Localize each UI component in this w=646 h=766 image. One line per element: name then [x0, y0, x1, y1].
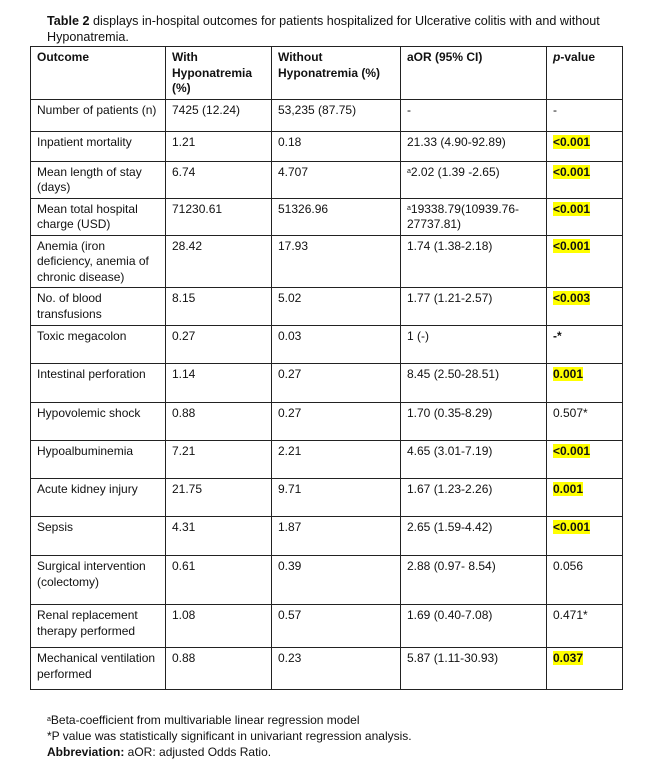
cell-without: 53,235 (87.75): [272, 99, 401, 131]
cell-with: 0.27: [166, 326, 272, 364]
cell-with: 1.14: [166, 364, 272, 403]
cell-outcome: Mechanical ventilation performed: [31, 648, 166, 690]
cell-outcome: Toxic megacolon: [31, 326, 166, 364]
cell-p-value: [547, 556, 623, 605]
cell-aor-value: 19338.79(10939.76-27737.81): [407, 201, 519, 231]
header-p-value: [547, 47, 623, 100]
header-with-hyponatremia: With Hyponatremia (%): [166, 47, 272, 100]
cell-aor: [401, 326, 547, 364]
cell-with: 6.74: [166, 161, 272, 198]
table-row: [31, 161, 623, 198]
cell-aor: [401, 288, 547, 326]
cell-aor: [401, 441, 547, 479]
header-p-italic: p: [553, 50, 561, 64]
cell-aor-value: 1.70 (0.35-8.29): [407, 406, 493, 420]
cell-aor: [401, 99, 547, 131]
cell-with: 21.75: [166, 479, 272, 517]
abbreviation-label: Abbreviation:: [47, 745, 125, 759]
cell-with: 8.15: [166, 288, 272, 326]
header-without-hyponatremia: Without Hyponatremia (%): [272, 47, 401, 100]
table-row: [31, 605, 623, 648]
table-caption: [47, 14, 607, 45]
cell-aor-value: 1.74 (1.38-2.18): [407, 238, 493, 253]
p-value-text: 0.471*: [553, 608, 588, 622]
cell-outcome: Acute kidney injury: [31, 479, 166, 517]
table-row: [31, 441, 623, 479]
cell-without: 0.03: [272, 326, 401, 364]
cell-without: 0.57: [272, 605, 401, 648]
cell-p-value: [547, 235, 623, 288]
p-value-text: 0.507*: [553, 406, 588, 420]
cell-aor-value: 8.45 (2.50-28.51): [407, 367, 500, 381]
cell-aor-value: 1.77 (1.21-2.57): [407, 291, 493, 305]
cell-outcome: No. of blood transfusions: [31, 288, 166, 326]
cell-aor-value: 1 (-): [407, 329, 429, 343]
cell-without: 0.27: [272, 364, 401, 403]
abbreviation-text: aOR: adjusted Odds Ratio.: [124, 745, 272, 759]
cell-without: 5.02: [272, 288, 401, 326]
cell-aor-sup: a: [407, 204, 411, 212]
cell-aor-value: 4.65 (3.01-7.19): [407, 444, 493, 458]
p-value-text: 0.001: [553, 367, 584, 381]
cell-with: 4.31: [166, 517, 272, 556]
cell-aor: [401, 235, 547, 288]
cell-outcome: Hypoalbuminemia: [31, 441, 166, 479]
cell-p-value: [547, 288, 623, 326]
table-row: [31, 648, 623, 690]
footnote-a: [47, 712, 607, 728]
cell-without: 17.93: [272, 235, 401, 288]
table-row: [31, 326, 623, 364]
cell-outcome: Renal replacement therapy performed: [31, 605, 166, 648]
cell-without: 0.27: [272, 403, 401, 441]
cell-without: 1.87: [272, 517, 401, 556]
cell-outcome: Anemia (iron deficiency, anemia of chronic disease): [31, 235, 166, 288]
cell-outcome: Inpatient mortality: [31, 131, 166, 161]
cell-outcome: Mean length of stay (days): [31, 161, 166, 198]
caption-text: displays in-hospital outcomes for patients hospitalized for Ulcerative colitis with and without Hyponatremia.: [47, 14, 600, 44]
caption-label: Table 2: [47, 14, 90, 28]
p-value-text: -*: [553, 329, 562, 343]
cell-p-value: [547, 364, 623, 403]
table-row: [31, 99, 623, 131]
footnote-a-text: Beta-coefficient from multivariable linear regression model: [50, 713, 360, 727]
cell-p-value: [547, 441, 623, 479]
cell-without: 0.18: [272, 131, 401, 161]
cell-without: 9.71: [272, 479, 401, 517]
table-row: [31, 479, 623, 517]
cell-outcome: Intestinal perforation: [31, 364, 166, 403]
cell-p-value: [547, 131, 623, 161]
table-row: [31, 517, 623, 556]
header-row: [31, 47, 623, 100]
table-row: [31, 131, 623, 161]
cell-aor: [401, 605, 547, 648]
cell-aor: [401, 479, 547, 517]
abbreviation-note: [47, 744, 607, 760]
cell-outcome: Hypovolemic shock: [31, 403, 166, 441]
cell-aor-value: 2.02 (1.39 -2.65): [410, 164, 500, 179]
cell-with: 0.61: [166, 556, 272, 605]
cell-with: 7425 (12.24): [166, 99, 272, 131]
cell-p-value: [547, 161, 623, 198]
cell-aor-value: 5.87 (1.11-30.93): [407, 651, 499, 665]
cell-without: 4.707: [272, 161, 401, 198]
cell-without: 2.21: [272, 441, 401, 479]
cell-aor-value: 21.33 (4.90-92.89): [407, 134, 506, 149]
cell-without: 0.23: [272, 648, 401, 690]
p-value-text: 0.056: [553, 559, 584, 573]
header-aor: aOR (95% CI): [401, 47, 547, 100]
table-row: [31, 235, 623, 288]
p-value-text: 0.037: [553, 651, 584, 665]
cell-p-value: [547, 99, 623, 131]
outcomes-table: [30, 46, 623, 690]
cell-with: 7.21: [166, 441, 272, 479]
cell-aor: [401, 556, 547, 605]
cell-outcome: Mean total hospital charge (USD): [31, 198, 166, 235]
cell-with: 71230.61: [166, 198, 272, 235]
cell-p-value: [547, 517, 623, 556]
p-value-text: 0.001: [553, 482, 584, 496]
table-row: [31, 288, 623, 326]
cell-with: 28.42: [166, 235, 272, 288]
cell-p-value: [547, 198, 623, 235]
p-value-text: <0.001: [553, 444, 591, 458]
cell-aor: [401, 131, 547, 161]
cell-with: 1.21: [166, 131, 272, 161]
p-value-text: -: [553, 102, 557, 117]
cell-outcome: Number of patients (n): [31, 99, 166, 131]
p-value-text: <0.003: [553, 291, 591, 305]
p-value-text: <0.001: [553, 164, 591, 179]
p-value-text: <0.001: [553, 520, 591, 534]
table-body: [31, 99, 623, 690]
header-p-rest: -value: [560, 50, 596, 64]
cell-aor: [401, 198, 547, 235]
cell-aor: [401, 161, 547, 198]
table-row: [31, 556, 623, 605]
table-row: [31, 364, 623, 403]
cell-with: 0.88: [166, 403, 272, 441]
cell-without: 0.39: [272, 556, 401, 605]
cell-aor-value: 1.69 (0.40-7.08): [407, 608, 493, 622]
p-value-text: <0.001: [553, 201, 591, 216]
cell-p-value: [547, 648, 623, 690]
cell-p-value: [547, 479, 623, 517]
cell-aor: [401, 364, 547, 403]
cell-aor-sup: a: [407, 167, 411, 175]
cell-p-value: [547, 605, 623, 648]
cell-aor: [401, 517, 547, 556]
cell-outcome: Sepsis: [31, 517, 166, 556]
cell-aor: [401, 403, 547, 441]
footnote-a-sup: a: [47, 716, 51, 723]
cell-aor-value: 2.65 (1.59-4.42): [407, 520, 493, 534]
table-row: [31, 403, 623, 441]
cell-p-value: [547, 403, 623, 441]
cell-aor-value: 2.88 (0.97- 8.54): [407, 559, 496, 573]
cell-aor: [401, 648, 547, 690]
cell-p-value: [547, 326, 623, 364]
footnote-star: *P value was statistically significant in univariant regression analysis.: [47, 729, 412, 743]
cell-without: 51326.96: [272, 198, 401, 235]
cell-aor-value: 1.67 (1.23-2.26): [407, 482, 493, 496]
p-value-text: <0.001: [553, 134, 591, 149]
p-value-text: <0.001: [553, 238, 591, 253]
cell-aor-value: -: [407, 102, 411, 117]
header-outcome: Outcome: [31, 47, 166, 100]
cell-with: 0.88: [166, 648, 272, 690]
cell-outcome: Surgical intervention (colectomy): [31, 556, 166, 605]
cell-with: 1.08: [166, 605, 272, 648]
table-row: [31, 198, 623, 235]
footnotes: [47, 712, 607, 760]
